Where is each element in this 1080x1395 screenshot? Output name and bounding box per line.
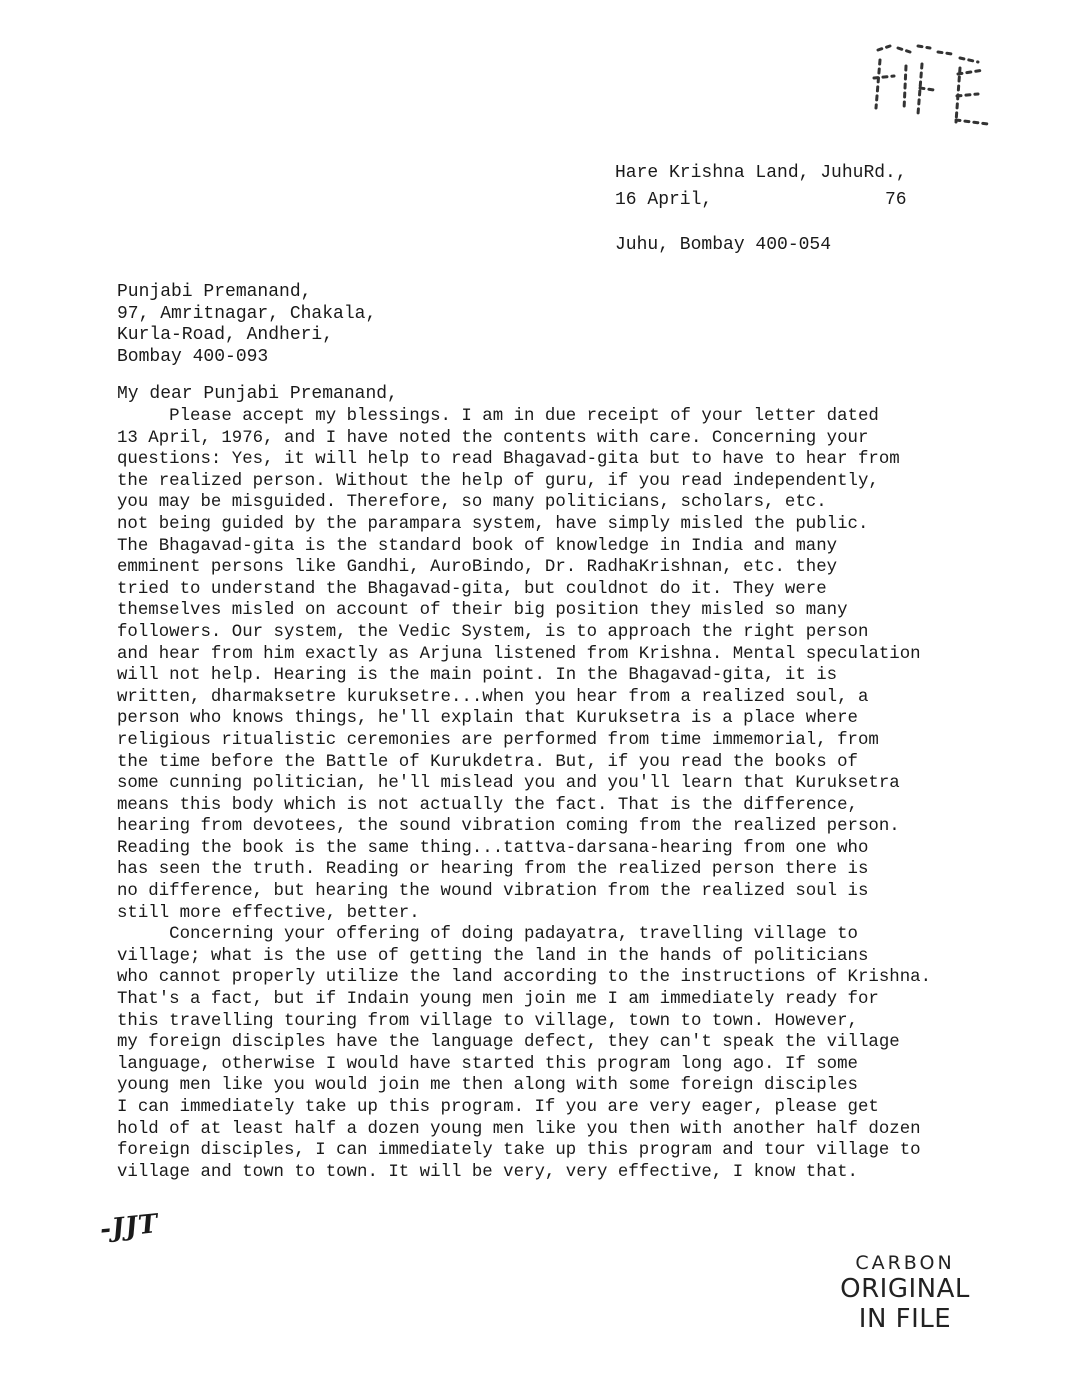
recipient-street: 97, Amritnagar, Chakala, bbox=[117, 303, 377, 324]
body-line: will not help. Hearing is the main point. In the Bhagavad-gita, it is bbox=[117, 666, 838, 686]
recipient-city: Bombay 400-093 bbox=[117, 346, 269, 367]
recipient-address bbox=[117, 282, 376, 368]
sender-address-line2: Juhu, Bombay 400-054 bbox=[615, 235, 832, 255]
body-line: That's a fact, but if Indain young men join me I am immediately ready for bbox=[117, 990, 879, 1010]
body-line: has seen the truth. Reading or hearing from the realized person there is bbox=[117, 860, 869, 880]
body-line: tried to understand the Bhagavad-gita, but couldnot do it. They were bbox=[117, 579, 827, 599]
body-line: who cannot properly utilize the land according to the instructions of Krishna. bbox=[117, 968, 932, 988]
body-line: means this body which is not actually the fact. That is the difference, bbox=[117, 795, 858, 815]
body-line: followers. Our system, the Vedic System, is to approach the right person bbox=[117, 622, 869, 642]
recipient-area: Kurla-Road, Andheri, bbox=[117, 325, 334, 345]
carbon-original-stamp bbox=[830, 1252, 980, 1334]
body-line: Reading the book is the same thing...tattva-darsana-hearing from one who bbox=[117, 838, 869, 858]
body-line: person who knows things, he'll explain that Kuruksetra is a place where bbox=[117, 709, 858, 729]
carbon-stamp-line2: ORIGINAL bbox=[840, 1274, 970, 1304]
letter-body bbox=[117, 406, 987, 1183]
body-line: young men like you would join me then along with some foreign disciples bbox=[117, 1076, 858, 1096]
body-line: I can immediately take up this program. If you are very eager, please get bbox=[117, 1098, 879, 1117]
body-line: 13 April, 1976, and I have noted the contents with care. Concerning your bbox=[117, 428, 869, 448]
body-line: Please accept my blessings. I am in due receipt of your letter dated bbox=[117, 407, 879, 426]
body-line: emminent persons like Gandhi, AuroBindo, Dr. RadhaKrishnan, etc. they bbox=[117, 558, 838, 578]
body-line: still more effective, better. bbox=[117, 903, 420, 923]
body-line: written, dharmaksetre kuruksetre...when you hear from a realized soul, a bbox=[117, 687, 869, 707]
body-line: language, otherwise I would have started this program long ago. If some bbox=[117, 1054, 858, 1074]
carbon-stamp-line3: IN FILE bbox=[858, 1304, 952, 1334]
body-line: foreign disciples, I can immediately take up this program and tour village to bbox=[117, 1141, 921, 1161]
letter-date: 16 April, bbox=[615, 190, 713, 210]
body-line: this travelling touring from village to village, town to town. However, bbox=[117, 1011, 858, 1031]
body-line: village; what is the use of getting the land in the hands of politicians bbox=[117, 946, 869, 966]
body-line: no difference, but hearing the wound vibration from the realized soul is bbox=[117, 882, 869, 902]
body-line: hearing from devotees, the sound vibration coming from the realized person. bbox=[117, 817, 900, 837]
signature-mark: -JJT bbox=[98, 1209, 161, 1245]
body-line: themselves misled on account of their big position they misled so many bbox=[117, 601, 848, 621]
body-line: not being guided by the parampara system, have simply misled the public. bbox=[117, 514, 869, 534]
body-line: you may be misguided. Therefore, so many politicians, scholars, etc. bbox=[117, 493, 827, 513]
body-line: hold of at least half a dozen young men like you then with another half dozen bbox=[117, 1119, 921, 1139]
body-line: Concerning your offering of doing padayatra, travelling village to bbox=[117, 925, 858, 945]
body-line: the time before the Battle of Kurukdetra. But, if you read the books of bbox=[117, 752, 858, 772]
body-line: the realized person. Without the help of guru, if you read independently, bbox=[117, 471, 879, 491]
body-line: my foreign disciples have the language defect, they can't speak the village bbox=[117, 1033, 900, 1053]
recipient-name: Punjabi Premanand, bbox=[117, 282, 312, 302]
salutation: My dear Punjabi Premanand, bbox=[117, 384, 398, 404]
letter-year: 76 bbox=[885, 190, 907, 210]
body-line: questions: Yes, it will help to read Bhagavad-gita but to have to hear from bbox=[117, 450, 900, 470]
body-line: The Bhagavad-gita is the standard book of knowledge in India and many bbox=[117, 536, 838, 556]
carbon-stamp-line1: CARBON bbox=[855, 1252, 955, 1274]
body-line: religious ritualistic ceremonies are performed from time immemorial, from bbox=[117, 730, 879, 750]
body-line: village and town to town. It will be very, very effective, I know that. bbox=[117, 1162, 858, 1182]
body-line: some cunning politician, he'll mislead you and you'll learn that Kuruksetra bbox=[117, 774, 900, 794]
sender-address-line1: Hare Krishna Land, JuhuRd., bbox=[615, 163, 907, 183]
body-line: and hear from him exactly as Arjuna listened from Krishna. Mental speculation bbox=[117, 644, 921, 664]
